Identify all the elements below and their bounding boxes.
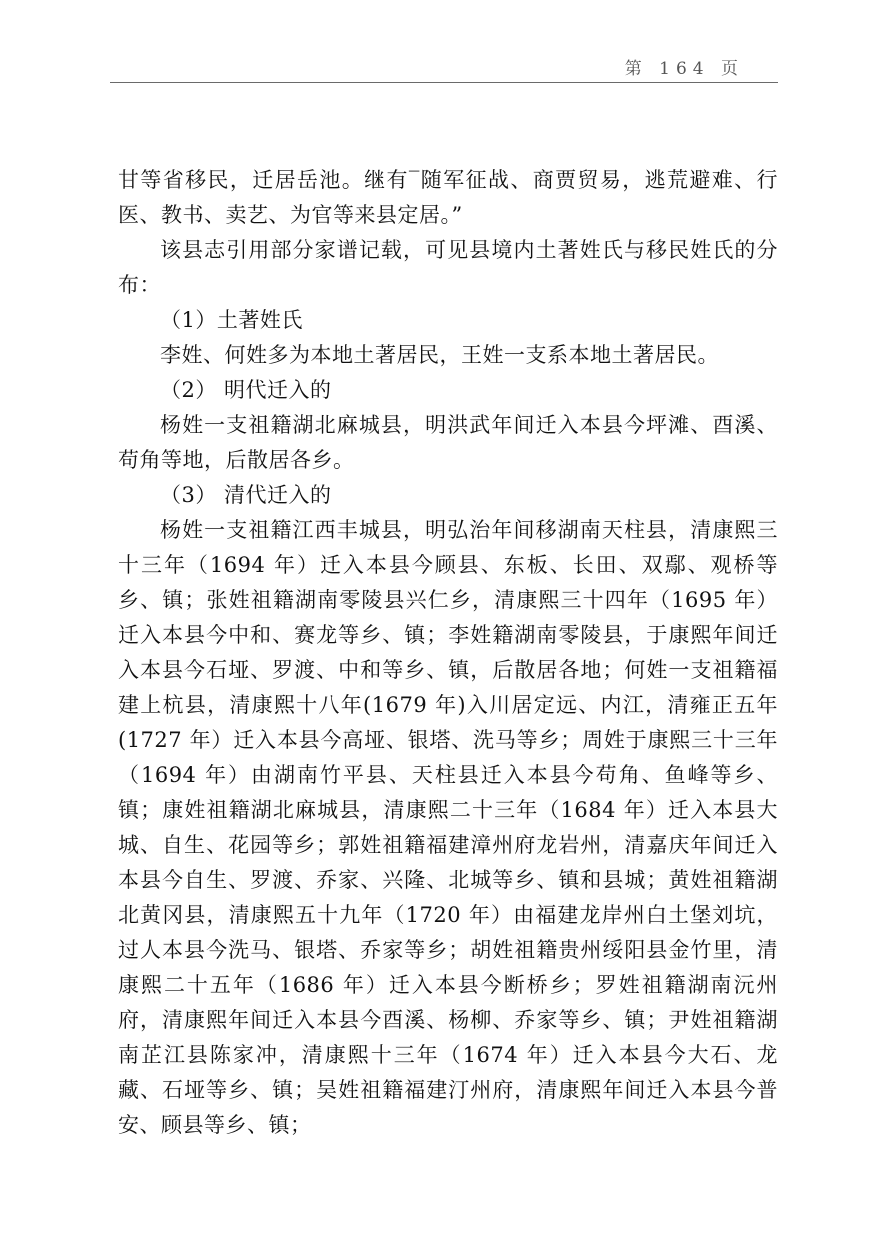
page-header [110, 48, 778, 83]
paragraph-continuation: 甘等省移民，迁居岳池。继有‾随军征战、商贾贸易，逃荒避难、行医、教书、卖艺、为官等来县定居。” [118, 168, 778, 227]
page-number: 第 164 页 [624, 59, 744, 79]
document-body [118, 163, 778, 1143]
paragraph-ming-migrants: 杨姓一支祖籍湖北麻城县，明洪武年间迁入本县今坪滩、酉溪、苟角等地，后散居各乡。 [118, 413, 778, 472]
paragraph-native-surnames: 李姓、何姓多为本地土著居民，王姓一支系本地土著居民。 [160, 343, 719, 367]
section-heading-native: （1）土著姓氏 [160, 308, 303, 332]
section-heading-qing: （3） 清代迁入的 [160, 483, 332, 507]
paragraph-qing-migrants: 杨姓一支祖籍江西丰城县，明弘治年间移湖南天柱县，清康熙三十三年（1694 年）迁入本县今顾县、东板、长田、双鄢、观桥等乡、镇；张姓祖籍湖南零陵县兴仁乡，清康熙三十四年（1695 年）迁入本县今中和、赛龙等乡、镇；李姓籍湖南零陵县，于康熙年间迁入本县今石垭、罗渡、中和等乡、镇，后散居各地；何姓一支祖籍福建上杭县，清康熙十八年(1679 年)入川居定远、内江，清雍正五年(1727 年）迁入本县今高垭、银塔、洗马等乡；周姓于康熙三十三年（1694 年）由湖南竹平县、天柱县迁入本县今苟角、鱼峰等乡、镇；康姓祖籍湖北麻城县，清康熙二十三年（1684 年）迁入本县大城、自生、花园等乡；郭姓祖籍福建漳州府龙岩州，清嘉庆年间迁入本县今自生、罗渡、乔家、兴隆、北城等乡、镇和县城；黄姓祖籍湖北黄冈县，清康熙五十九年（1720 年）由福建龙岸州白土堡刘坑，过人本县今洗马、银塔、乔家等乡；胡姓祖籍贵州绥阳县金竹里，清康熙二十五年（1686 年）迁入本县今断桥乡；罗姓祖籍湖南沅州府，清康熙年间迁入本县今酉溪、杨柳、乔家等乡、镇；尹姓祖籍湖南芷江县陈家冲，清康熙十三年（1674 年）迁入本县今大石、龙藏、石垭等乡、镇；吴姓祖籍福建汀州府，清康熙年间迁入本县今普安、顾县等乡、镇； [118, 518, 778, 1137]
section-heading-ming: （2） 明代迁入的 [160, 378, 332, 402]
paragraph-intro: 该县志引用部分家谱记载，可见县境内土著姓氏与移民姓氏的分布： [118, 238, 778, 297]
